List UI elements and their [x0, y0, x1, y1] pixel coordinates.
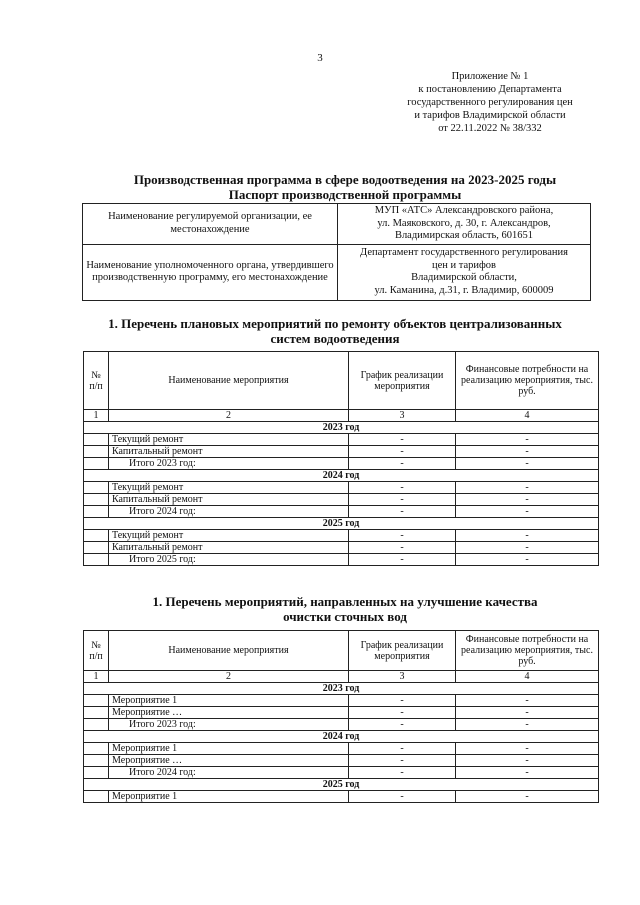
- column-header: График реализации мероприятия: [349, 631, 456, 671]
- appendix-line: к постановлению Департамента: [418, 84, 562, 95]
- year-row: [84, 422, 599, 434]
- row-number: [84, 707, 109, 719]
- row-number: [84, 695, 109, 707]
- passport-row: [83, 204, 591, 245]
- table-row: [84, 494, 599, 506]
- activity-name: Капитальный ремонт: [109, 542, 349, 554]
- appendix-block: [372, 70, 608, 135]
- table-header-row: [84, 631, 599, 671]
- table-row: [84, 755, 599, 767]
- column-number-row: [84, 410, 599, 422]
- row-number: [84, 767, 109, 779]
- passport-title: Паспорт производственной программы: [228, 187, 462, 202]
- schedule-cell: -: [349, 458, 456, 470]
- passport-value-line: МУП «АТС» Александровского района,: [374, 205, 554, 216]
- activity-name: Капитальный ремонт: [109, 446, 349, 458]
- activity-name: Мероприятие 1: [109, 791, 349, 803]
- year-label: 2025 год: [84, 779, 599, 791]
- column-number: 1: [84, 671, 109, 683]
- finance-cell: -: [456, 695, 599, 707]
- page-number: 3: [317, 52, 323, 64]
- passport-value-line: Владимирская область, 601651: [394, 230, 534, 241]
- column-header: Финансовые потребности на реализацию мероприятия, тыс. руб.: [456, 631, 599, 671]
- schedule-cell: -: [349, 434, 456, 446]
- finance-cell: -: [456, 494, 599, 506]
- passport-value-line: ул. Маяковского, д. 30, г. Александров,: [377, 217, 551, 229]
- activity-name: Итого 2024 год:: [109, 506, 349, 518]
- finance-cell: -: [456, 554, 599, 566]
- row-number: [84, 446, 109, 458]
- schedule-cell: -: [349, 446, 456, 458]
- schedule-cell: -: [349, 719, 456, 731]
- schedule-cell: -: [349, 707, 456, 719]
- year-row: [84, 779, 599, 791]
- column-number: 4: [456, 671, 599, 683]
- passport-label: Наименование уполномоченного органа, утвердившего производственную программу, его местонахождение: [83, 244, 338, 300]
- finance-cell: -: [456, 719, 599, 731]
- column-header: Финансовые потребности на реализацию мероприятия, тыс. руб.: [456, 352, 599, 410]
- finance-cell: -: [456, 506, 599, 518]
- table-row: [84, 707, 599, 719]
- passport-value-line: ул. Каманина, д.31, г. Владимир, 600009: [374, 284, 554, 296]
- finance-cell: -: [456, 707, 599, 719]
- schedule-cell: -: [349, 755, 456, 767]
- column-header: № п/п: [84, 352, 109, 410]
- year-row: [84, 683, 599, 695]
- schedule-cell: -: [349, 494, 456, 506]
- activity-name: Текущий ремонт: [109, 482, 349, 494]
- table-row: [84, 767, 599, 779]
- section2-title-line: очистки сточных вод: [283, 609, 407, 624]
- table-row: [84, 506, 599, 518]
- appendix-line: Приложение № 1: [451, 71, 529, 82]
- schedule-cell: -: [349, 791, 456, 803]
- section1-title: [70, 316, 600, 346]
- program-title: Производственная программа в сфере водоотведения на 2023-2025 годы: [133, 172, 557, 187]
- row-number: [84, 530, 109, 542]
- table-row: [84, 482, 599, 494]
- row-number: [84, 542, 109, 554]
- finance-cell: -: [456, 458, 599, 470]
- year-label: 2023 год: [84, 422, 599, 434]
- row-number: [84, 791, 109, 803]
- repair-table: [83, 351, 599, 566]
- finance-cell: -: [456, 767, 599, 779]
- passport-value-line: цен и тарифов: [431, 259, 497, 271]
- finance-cell: -: [456, 482, 599, 494]
- table-row: [84, 446, 599, 458]
- column-number: 2: [109, 671, 349, 683]
- finance-cell: -: [456, 755, 599, 767]
- activity-name: Мероприятие …: [109, 707, 349, 719]
- schedule-cell: -: [349, 767, 456, 779]
- activity-name: Итого 2023 год:: [109, 719, 349, 731]
- passport-label: Наименование регулируемой организации, ее местонахождение: [83, 204, 338, 245]
- activity-name: Мероприятие 1: [109, 695, 349, 707]
- column-header: Наименование мероприятия: [109, 352, 349, 410]
- row-number: [84, 719, 109, 731]
- column-number-row: [84, 671, 599, 683]
- schedule-cell: -: [349, 695, 456, 707]
- column-header: Наименование мероприятия: [109, 631, 349, 671]
- table-row: [84, 434, 599, 446]
- table-row: [84, 719, 599, 731]
- schedule-cell: -: [349, 506, 456, 518]
- passport-row: [83, 244, 591, 300]
- activity-name: Капитальный ремонт: [109, 494, 349, 506]
- year-label: 2024 год: [84, 731, 599, 743]
- program-title-block: [90, 172, 600, 202]
- column-number: 4: [456, 410, 599, 422]
- finance-cell: -: [456, 791, 599, 803]
- activity-name: Мероприятие 1: [109, 743, 349, 755]
- year-row: [84, 470, 599, 482]
- appendix-line: и тарифов Владимирской области: [414, 110, 566, 121]
- finance-cell: -: [456, 530, 599, 542]
- passport-table: [82, 203, 591, 301]
- row-number: [84, 494, 109, 506]
- schedule-cell: -: [349, 554, 456, 566]
- activity-name: Итого 2024 год:: [109, 767, 349, 779]
- activity-name: Текущий ремонт: [109, 530, 349, 542]
- passport-value: [338, 244, 591, 300]
- section2-title: [90, 594, 600, 624]
- table-row: [84, 458, 599, 470]
- row-number: [84, 506, 109, 518]
- table-row: [84, 542, 599, 554]
- year-row: [84, 731, 599, 743]
- activity-name: Текущий ремонт: [109, 434, 349, 446]
- table-row: [84, 695, 599, 707]
- schedule-cell: -: [349, 482, 456, 494]
- passport-value-line: Владимирской области,: [411, 272, 517, 283]
- finance-cell: -: [456, 446, 599, 458]
- year-label: 2025 год: [84, 518, 599, 530]
- table-row: [84, 743, 599, 755]
- row-number: [84, 434, 109, 446]
- passport-value: [338, 204, 591, 245]
- section2-title-line: 1. Перечень мероприятий, направленных на улучшение качества: [152, 594, 538, 609]
- year-label: 2023 год: [84, 683, 599, 695]
- section1-title-line: 1. Перечень плановых мероприятий по ремонту объектов централизованных: [108, 316, 562, 331]
- year-row: [84, 518, 599, 530]
- passport-value-line: Департамент государственного регулирования: [360, 247, 568, 258]
- year-label: 2024 год: [84, 470, 599, 482]
- column-number: 3: [349, 671, 456, 683]
- section1-title-line: систем водоотведения: [270, 331, 400, 346]
- table-row: [84, 530, 599, 542]
- column-number: 1: [84, 410, 109, 422]
- column-header: № п/п: [84, 631, 109, 671]
- row-number: [84, 755, 109, 767]
- finance-cell: -: [456, 743, 599, 755]
- column-number: 3: [349, 410, 456, 422]
- activity-name: Итого 2025 год:: [109, 554, 349, 566]
- column-number: 2: [109, 410, 349, 422]
- activity-name: Итого 2023 год:: [109, 458, 349, 470]
- appendix-line: от 22.11.2022 № 38/332: [438, 123, 542, 134]
- column-header: График реализации мероприятия: [349, 352, 456, 410]
- finance-cell: -: [456, 434, 599, 446]
- activity-name: Мероприятие …: [109, 755, 349, 767]
- finance-cell: -: [456, 542, 599, 554]
- row-number: [84, 458, 109, 470]
- table-header-row: [84, 352, 599, 410]
- schedule-cell: -: [349, 542, 456, 554]
- row-number: [84, 554, 109, 566]
- row-number: [84, 482, 109, 494]
- row-number: [84, 743, 109, 755]
- table-row: [84, 554, 599, 566]
- schedule-cell: -: [349, 743, 456, 755]
- appendix-line: государственного регулирования цен: [407, 97, 573, 108]
- schedule-cell: -: [349, 530, 456, 542]
- table-row: [84, 791, 599, 803]
- water-quality-table: [83, 630, 599, 803]
